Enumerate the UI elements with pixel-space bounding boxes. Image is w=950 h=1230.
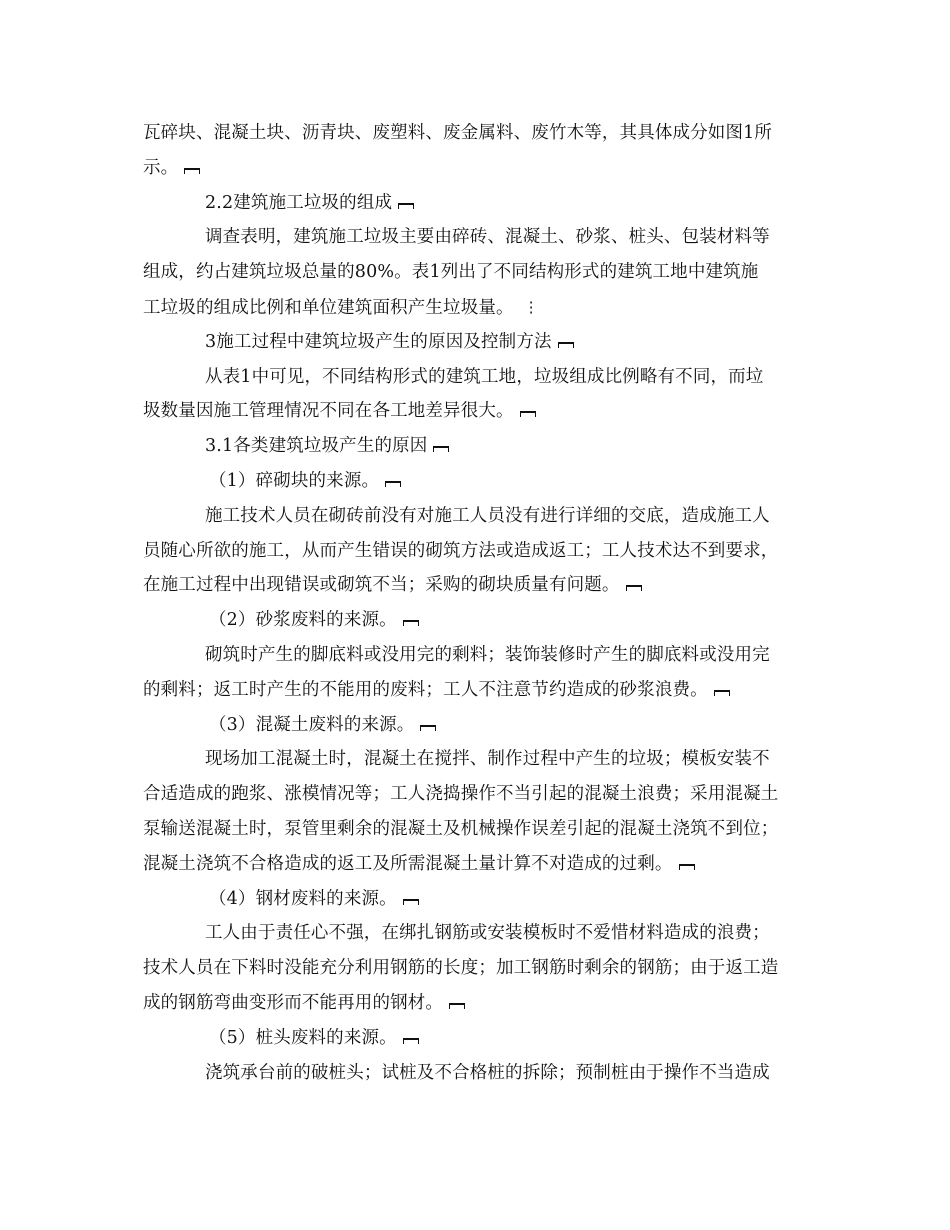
paragraph-mark-icon [420,725,436,731]
line-text: 现场加工混凝土时，混凝土在搅拌、制作过程中产生的垃圾；模板安装不 [205,749,770,770]
line-text: 2.2建筑施工垃圾的组成 [205,192,393,213]
text-line [143,568,811,603]
paragraph-mark-icon [403,899,419,905]
line-text: 工垃圾的组成比例和单位建筑面积产生垃圾量。 [143,297,514,318]
paragraph-mark-icon [385,481,401,487]
line-text: 砌筑时产生的脚底料或没用完的剩料；装饰装修时产生的脚底料或没用完 [205,644,770,665]
text-line [143,673,811,708]
text-line [143,116,811,151]
text-line [143,1021,811,1056]
paragraph-mark-icon [449,1003,465,1009]
paragraph-mark-icon [398,203,414,209]
line-text: 组成，约占建筑垃圾总量的80%。表1列出了不同结构形式的建筑工地中建筑施 [143,262,759,283]
line-text: 3.1各类建筑垃圾产生的原因 [205,436,428,457]
line-text: 施工技术人员在砌砖前没有对施工人员没有进行详细的交底，造成施工人 [205,505,770,526]
line-text: 瓦碎块、混凝土块、沥青块、废塑料、废金属料、废竹木等，其具体成分如图1所 [143,123,773,143]
text-line [143,499,811,534]
text-line [143,394,811,429]
text-line [143,325,811,360]
paragraph-mark-icon [679,864,695,870]
text-line [143,603,811,638]
paragraph-mark-icon [433,446,449,452]
text-line [143,951,811,986]
paragraph-mark-icon [520,411,536,417]
line-text: （3）混凝土废料的来源。 [209,714,415,735]
vertical-dots-mark: ⋮ [523,297,539,316]
line-text: 技术人员在下料时没能充分利用钢筋的长度；加工钢筋时剩余的钢筋；由于返工造 [143,958,779,979]
line-text: 合适造成的跑浆、涨模情况等；工人浇捣操作不当引起的混凝土浪费；采用混凝土 [143,784,779,805]
text-line [143,186,811,221]
line-text: 成的钢筋弯曲变形而不能再用的钢材。 [143,992,444,1013]
text-line [143,1056,811,1091]
paragraph-mark-icon [626,585,642,591]
line-text: （2）砂浆废料的来源。 [209,610,397,631]
line-text: （1）碎砌块的来源。 [209,470,380,491]
paragraph-mark-icon [184,168,200,174]
paragraph-mark-icon [403,1038,419,1044]
text-line [143,847,811,882]
text-line [143,290,811,325]
text-line [143,986,811,1021]
text-line [143,429,811,464]
text-line [143,534,811,569]
line-text: 工人由于责任心不强，在绑扎钢筋或安装模板时不爱惜材料造成的浪费； [205,923,770,944]
text-line [143,255,811,290]
line-text: 3施工过程中建筑垃圾产生的原因及控制方法 [205,331,552,352]
text-line [143,464,811,499]
paragraph-mark-icon [714,690,730,696]
line-text: 员随心所欲的施工，从而产生错误的砌筑方法或造成返工；工人技术达不到要求， [143,540,779,561]
text-line [143,360,811,395]
line-text: 混凝土浇筑不合格造成的返工及所需混凝土量计算不对造成的过剩。 [143,853,673,874]
text-line [143,638,811,673]
text-line [143,151,811,186]
line-text: 的剩料；返工时产生的不能用的废料；工人不注意节约造成的砂浆浪费。 [143,679,708,700]
line-text: 在施工过程中出现错误或砌筑不当；采购的砌块质量有问题。 [143,575,620,596]
line-text: 泵输送混凝土时，泵管里剩余的混凝土及机械操作误差引起的混凝土浇筑不到位； [143,818,779,839]
line-text: 示。 [143,157,179,178]
text-line [143,220,811,255]
text-line [143,882,811,917]
line-text: 圾数量因施工管理情况不同在各工地差异很大。 [143,401,514,422]
paragraph-mark-icon [403,620,419,626]
line-text: （4）钢材废料的来源。 [209,888,397,909]
text-line [143,777,811,812]
paragraph-mark-icon [558,342,574,348]
text-line [143,708,811,743]
text-line [143,916,811,951]
line-text: （5）桩头废料的来源。 [209,1027,397,1048]
line-text: 浇筑承台前的破桩头；试桩及不合格桩的拆除；预制桩由于操作不当造成 [205,1062,770,1083]
line-text: 调查表明，建筑施工垃圾主要由碎砖、混凝土、砂浆、桩头、包装材料等 [205,227,770,248]
text-line [143,812,811,847]
line-text: 从表1中可见，不同结构形式的建筑工地，垃圾组成比例略有不同，而垃 [205,366,764,387]
text-line [143,742,811,777]
document-body [143,116,811,1090]
